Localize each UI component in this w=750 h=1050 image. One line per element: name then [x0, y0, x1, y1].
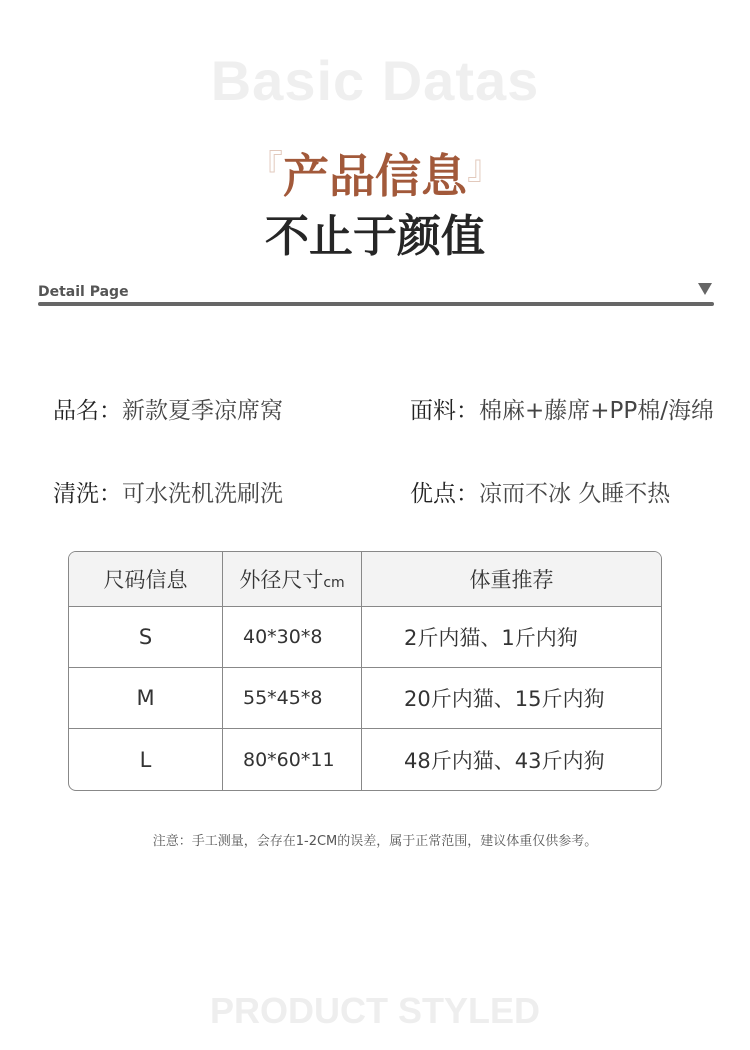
- table-row: [69, 668, 661, 729]
- info-advantage: 优点：凉而不冰 久睡不热: [410, 481, 671, 507]
- background-title: Basic Datas: [210, 49, 540, 112]
- subtitle: 不止于颜值: [265, 211, 485, 262]
- info-name: 品名：新款夏季凉席窝: [53, 398, 283, 424]
- triangle-down-icon: [698, 283, 712, 295]
- page-title: [0, 140, 750, 206]
- measurement-note: 注意：手工测量，会存在1-2CM的误差，属于正常范围，建议体重仅供参考。: [152, 834, 598, 849]
- size-cell: L: [69, 729, 223, 790]
- table-row: [69, 729, 661, 790]
- divider: [38, 302, 714, 306]
- table-row: [69, 607, 661, 668]
- size-cell: S: [69, 607, 223, 668]
- header-size: 尺码信息: [69, 552, 223, 607]
- bracket-close: 』: [467, 148, 501, 188]
- weight-cell: 2斤内猫、1斤内狗: [362, 607, 661, 668]
- title-text: 产品信息: [283, 149, 467, 203]
- header-weight: 体重推荐: [362, 552, 661, 607]
- table-header-row: [69, 552, 661, 607]
- dimension-cell: 80*60*11: [223, 729, 362, 790]
- header-dimensions: 外径尺寸cm: [223, 552, 362, 607]
- section-background-title: PRODUCT STYLED: [209, 990, 540, 1031]
- size-table: [68, 551, 662, 791]
- detail-page-label: Detail Page: [38, 284, 129, 300]
- size-cell: M: [69, 668, 223, 729]
- weight-cell: 20斤内猫、15斤内狗: [362, 668, 661, 729]
- bracket-open: 『: [249, 148, 283, 188]
- info-material: 面料：棉麻+藤席+PP棉/海绵: [410, 398, 715, 424]
- info-washing: 清洗：可水洗机洗刷洗: [53, 481, 283, 507]
- dimension-cell: 40*30*8: [223, 607, 362, 668]
- dimension-cell: 55*45*8: [223, 668, 362, 729]
- weight-cell: 48斤内猫、43斤内狗: [404, 748, 605, 773]
